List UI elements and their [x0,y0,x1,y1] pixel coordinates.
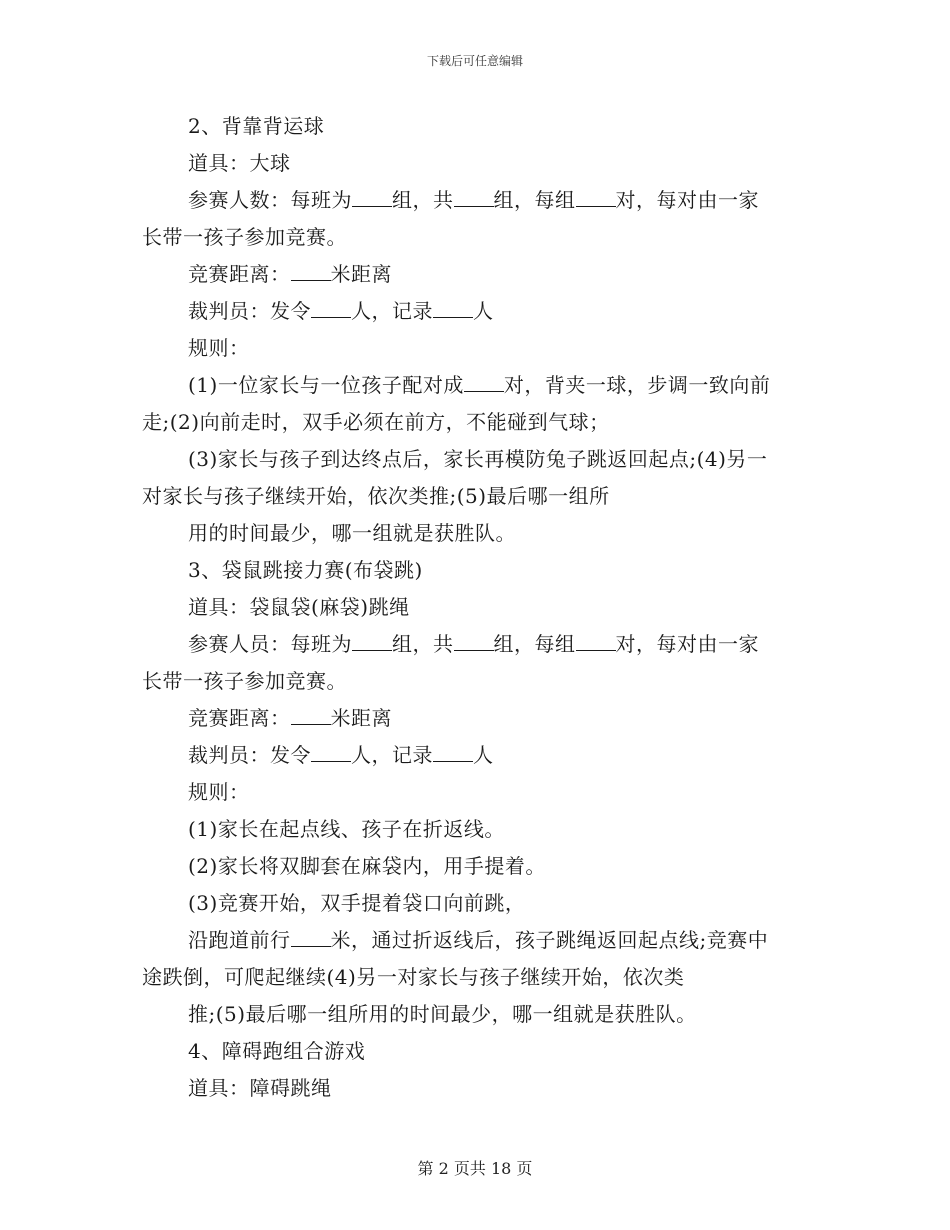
fill-blank [433,743,473,762]
text-fragment: 沿跑道前行 [188,928,291,952]
rule-continuation: 用的时间最少，哪一组就是获胜队。 [188,521,516,545]
participants-line [142,182,812,219]
document-body [142,108,812,1107]
text-fragment: 裁判员：发令 [188,299,311,323]
participants-continuation: 长带一孩子参加竞赛。 [142,669,347,693]
fill-blank [576,632,616,651]
props-line: 道具：大球 [188,151,291,175]
rule-line: (1)家长在起点线、孩子在折返线。 [188,817,505,841]
rule-line: (3)竞赛开始，双手提着袋口向前跳， [188,891,526,915]
text-fragment: 对，背夹一球，步调一致向前 [503,373,771,397]
rules-label: 规则： [188,780,250,804]
text-fragment: 对，每对由一家 [615,632,759,656]
fill-blank [291,706,331,725]
rule-continuation: 对家长与孩子继续开始，依次类推;(5)最后哪一组所 [142,484,610,508]
section-title: 4、障碍跑组合游戏 [188,1039,366,1063]
page-header: 下载后可任意编辑 [426,54,523,68]
rule-continuation: 走;(2)向前走时，双手必须在前方，不能碰到气球； [142,410,610,434]
participants-continuation: 长带一孩子参加竞赛。 [142,225,347,249]
text-fragment: 组，共 [392,188,454,212]
text-fragment: 人 [473,743,494,767]
text-fragment: 参赛人数：每班为 [188,188,352,212]
section-title: 2、背靠背运球 [188,114,325,138]
referee-line [142,737,812,774]
text-fragment: 人 [473,299,494,323]
fill-blank [291,262,331,281]
text-fragment: 组，共 [392,632,454,656]
distance-line [142,256,812,293]
page-footer: 第 2 页共 18 页 [417,1159,533,1178]
rule-line: 推;(5)最后哪一组所用的时间最少，哪一组就是获胜队。 [188,1002,697,1026]
fill-blank [454,188,494,207]
text-fragment: 参赛人员：每班为 [188,632,352,656]
section-title: 3、袋鼠跳接力赛(布袋跳) [188,558,423,582]
fill-blank [311,299,351,318]
fill-blank [311,743,351,762]
fill-blank [576,188,616,207]
text-fragment: 竞赛距离： [188,262,291,286]
fill-blank [464,373,504,392]
text-fragment: 竞赛距离： [188,706,291,730]
props-line: 道具：袋鼠袋(麻袋)跳绳 [188,595,410,619]
rules-label: 规则： [188,336,250,360]
rule-line [142,922,812,959]
referee-line [142,293,812,330]
rule-line [142,367,812,404]
fill-blank [352,188,392,207]
fill-blank [352,632,392,651]
fill-blank [433,299,473,318]
text-fragment: 米距离 [330,706,392,730]
distance-line [142,700,812,737]
fill-blank [291,928,331,947]
rule-line: (2)家长将双脚套在麻袋内，用手提着。 [188,854,546,878]
text-fragment: 人，记录 [351,299,433,323]
rule-line: (3)家长与孩子到达终点后，家长再模防兔子跳返回起点;(4)另一 [188,447,768,471]
fill-blank [454,632,494,651]
text-fragment: 组，每组 [493,188,576,212]
text-fragment: (1)一位家长与一位孩子配对成 [188,373,464,397]
text-fragment: 组，每组 [493,632,576,656]
text-fragment: 对，每对由一家 [615,188,759,212]
participants-line [142,626,812,663]
props-line: 道具：障碍跳绳 [188,1076,332,1100]
text-fragment: 米，通过折返线后，孩子跳绳返回起点线;竞赛中 [330,928,769,952]
rule-continuation: 途跌倒，可爬起继续(4)另一对家长与孩子继续开始，依次类 [142,965,685,989]
text-fragment: 米距离 [330,262,392,286]
text-fragment: 裁判员：发令 [188,743,311,767]
text-fragment: 人，记录 [351,743,433,767]
